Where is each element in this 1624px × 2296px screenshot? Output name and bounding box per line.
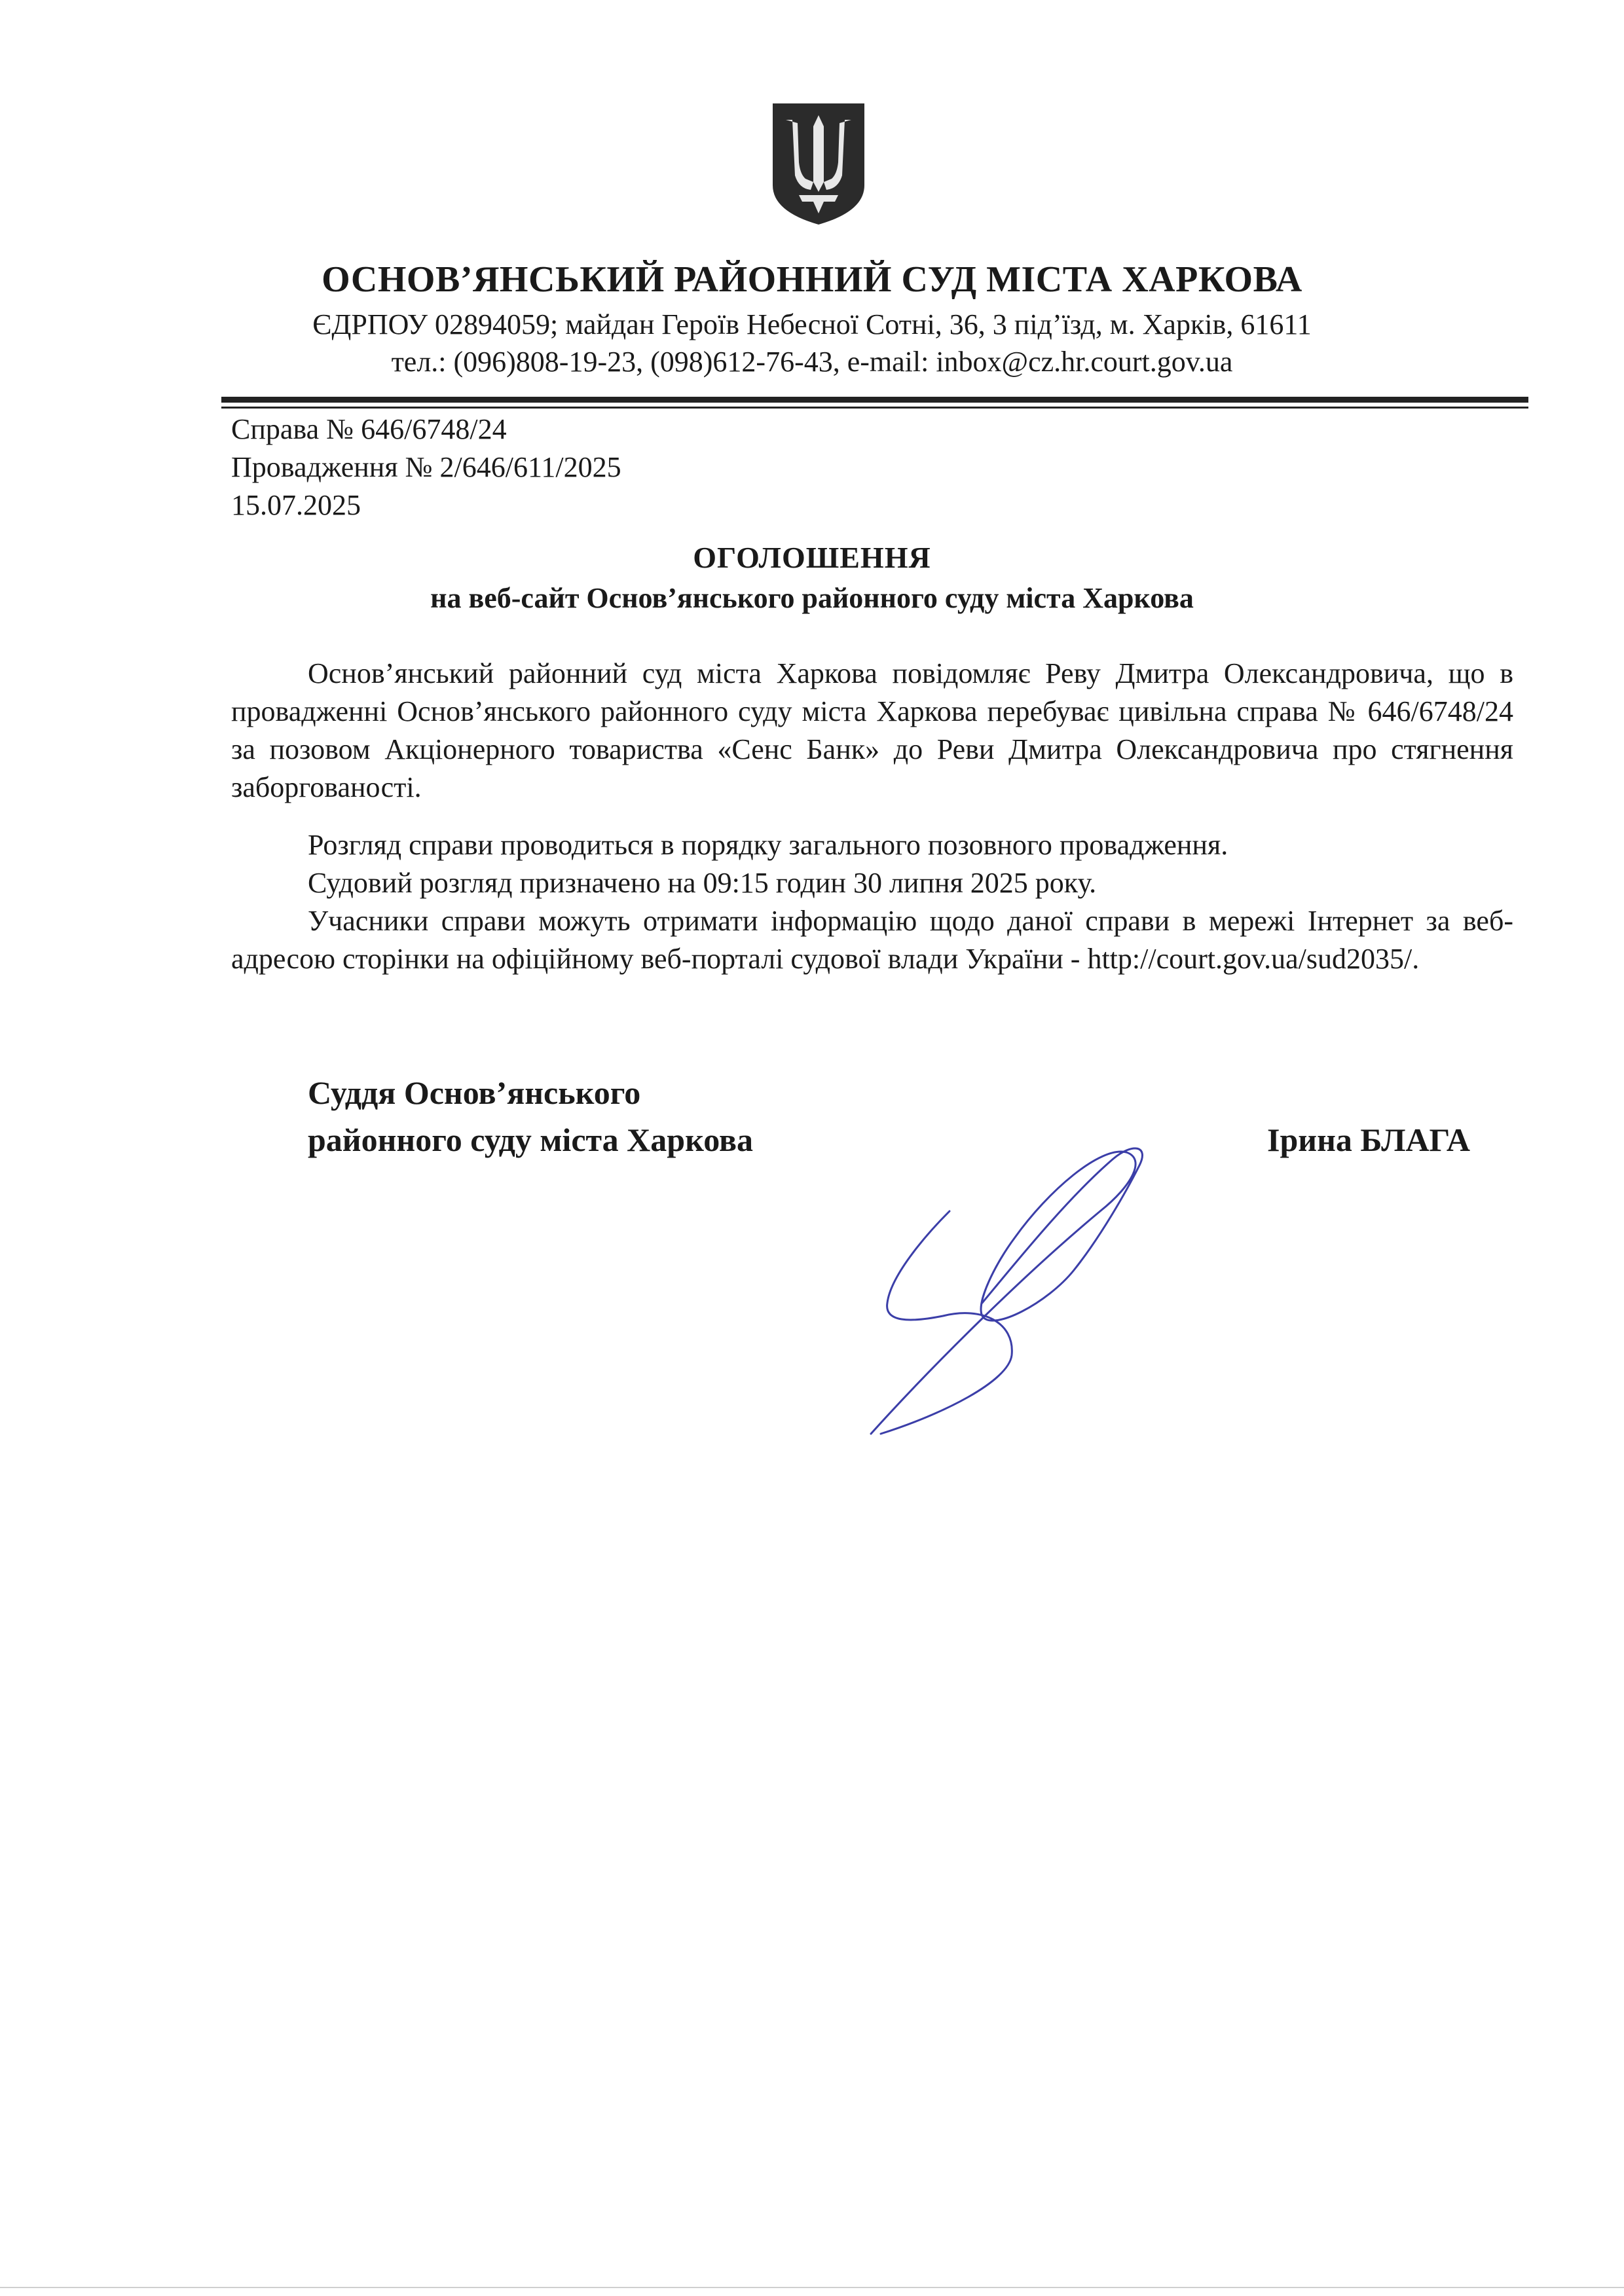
court-details-address: ЄДРПОУ 02894059; майдан Героїв Небесної Сотні, 36, 3 під’їзд, м. Харків, 61611 (312, 308, 1312, 340)
ukraine-trident-icon (766, 97, 871, 228)
announcement-subtitle: на веб-сайт Основ’янського районного суду міста Харкова (430, 582, 1194, 614)
header-divider-thin (221, 407, 1528, 409)
body-paragraph-2 (231, 826, 1513, 864)
judge-position-line1: Суддя Основ’янського (308, 1074, 641, 1111)
body-paragraph-3 (231, 864, 1513, 902)
case-number: Справа № 646/6748/24 (231, 413, 507, 445)
body-paragraph-3-text: Судовий розгляд призначено на 09:15 годин 30 липня 2025 року. (308, 867, 1097, 899)
judge-name: Ірина БЛАГА (1267, 1121, 1471, 1158)
header-divider-thick (221, 397, 1528, 403)
document-date: 15.07.2025 (231, 489, 361, 521)
court-details-contacts: тел.: (096)808-19-23, (098)612-76-43, e-mail: inbox@cz.hr.court.gov.ua (391, 346, 1233, 378)
body-paragraph-2-text: Розгляд справи проводиться в порядку загального позовного провадження. (308, 829, 1228, 861)
body-paragraph-4-text: Учасники справи можуть отримати інформацію щодо даної справи в мережі Інтернет за веб-адресою сторінки на офіційному веб-порталі судової влади України - http://court.gov.ua/sud2035/. (231, 905, 1513, 975)
court-name: ОСНОВ’ЯНСЬКИЙ РАЙОННИЙ СУД МІСТА ХАРКОВА (322, 259, 1302, 300)
judge-position-line2: районного суду міста Харкова (308, 1121, 754, 1158)
body-paragraph-1-text: Основ’янський районний суд міста Харкова повідомляє Реву Дмитра Олександровича, що в провадженні Основ’янського районного суду міста Харкова перебуває цивільна справа № 646/6748/24 за позовом Акціонерного товариства «Сенс Банк» до Реви Дмитра Олександровича про стягнення заборгованості. (231, 657, 1513, 803)
page-bottom-edge (0, 2287, 1624, 2288)
body-paragraph-4 (231, 902, 1513, 978)
handwritten-signature-icon (851, 1106, 1166, 1447)
body-paragraph-1 (231, 655, 1513, 807)
proceeding-number: Провадження № 2/646/611/2025 (231, 451, 621, 483)
announcement-title: ОГОЛОШЕННЯ (693, 541, 931, 574)
